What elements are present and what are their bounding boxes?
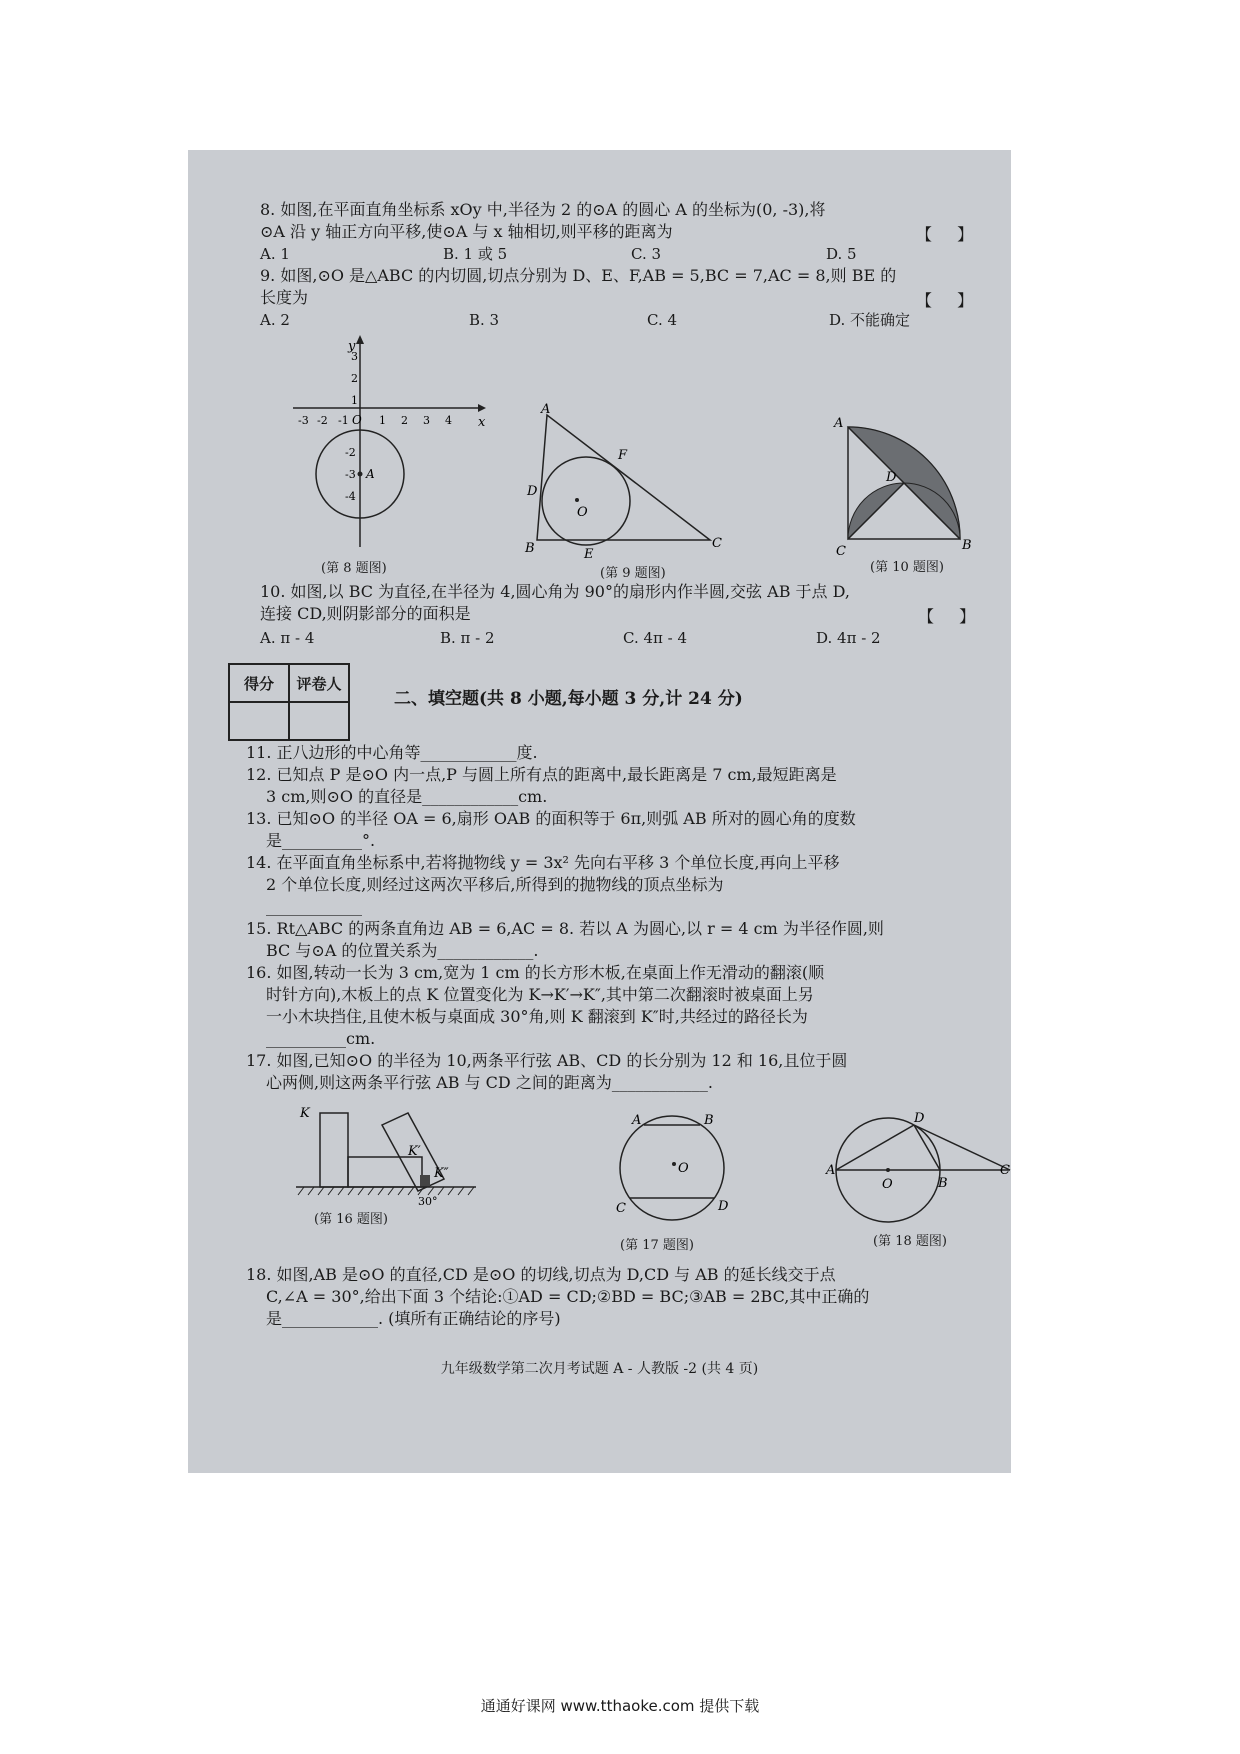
point-label: B [525, 541, 535, 556]
point-label: D [718, 1199, 729, 1214]
point-label: A [541, 402, 551, 417]
q10-option-c: C. 4π - 4 [623, 629, 688, 647]
figure-16-rolling-board [296, 1095, 486, 1208]
q8-option-b: B. 1 或 5 [443, 245, 508, 263]
incircle [542, 457, 630, 545]
segment-ad [836, 1125, 914, 1170]
q8-answer-bracket: 【 】 [916, 225, 984, 244]
y-axis-label: y [348, 339, 356, 354]
q16-line1: 16. 如图,转动一长为 3 cm,宽为 1 cm 的长方形木板,在桌面上作无滑动的翻滚(顺 [246, 963, 825, 982]
point-label: O [882, 1177, 893, 1192]
figure-18-caption: (第 18 题图) [873, 1234, 947, 1249]
figure-17-parallel-chords [608, 1112, 738, 1232]
figure-17-caption: (第 17 题图) [620, 1238, 694, 1253]
point-label: F [618, 448, 628, 463]
q13-line2: 是__________°. [266, 831, 376, 850]
circle-o [620, 1116, 724, 1220]
figure-8-coordinate-plane [288, 332, 488, 552]
page-footer: 九年级数学第二次月考试题 A - 人教版 -2 (共 4 页) [440, 1361, 759, 1377]
point-label: A [834, 416, 844, 431]
point-label: D [914, 1111, 925, 1126]
point-label: C [836, 544, 846, 559]
point-label: C [712, 536, 722, 551]
point-label: E [584, 547, 594, 562]
y-tick: 1 [351, 394, 358, 407]
x-tick: -3 [298, 414, 309, 427]
x-axis-label: x [478, 415, 486, 430]
score-header: 得分 [229, 664, 289, 702]
origin-label: O [352, 413, 362, 427]
q14-line3: ____________ [266, 897, 362, 916]
figure-16-caption: (第 16 题图) [314, 1212, 388, 1227]
angle-label: 30° [418, 1195, 438, 1208]
q9-option-c: C. 4 [647, 311, 678, 329]
point-label: K′ [408, 1144, 421, 1159]
center-label: A [366, 467, 375, 481]
x-tick: 1 [379, 414, 386, 427]
x-tick: 2 [401, 414, 408, 427]
figure-10-caption: (第 10 题图) [870, 560, 944, 575]
q11-line: 11. 正八边形的中心角等____________度. [246, 743, 538, 762]
q18-line1: 18. 如图,AB 是⊙O 的直径,CD 是⊙O 的切线,切点为 D,CD 与 AB 的延长线交于点 [246, 1265, 836, 1284]
y-axis-arrow [356, 335, 364, 344]
x-tick: 4 [445, 414, 452, 427]
point-label: O [678, 1161, 689, 1176]
q8-line1: 8. 如图,在平面直角坐标系 xOy 中,半径为 2 的⊙A 的圆心 A 的坐标为(0, -3),将 [260, 200, 826, 219]
score-table [228, 663, 350, 741]
figure-10-sector-semicircle [834, 415, 984, 559]
figure-9-caption: (第 9 题图) [600, 566, 666, 581]
q10-option-d: D. 4π - 2 [816, 629, 881, 647]
q10-answer-bracket: 【 】 [918, 607, 986, 626]
q8-option-d: D. 5 [826, 245, 857, 263]
q8-option-c: C. 3 [631, 245, 662, 263]
figure-8-caption: (第 8 题图) [321, 561, 387, 576]
q18-line3: 是____________. (填所有正确结论的序号) [266, 1309, 561, 1328]
board-start [320, 1113, 348, 1187]
q9-answer-bracket: 【 】 [916, 291, 984, 310]
hatching [298, 1187, 474, 1195]
q9-line2: 长度为 [260, 288, 309, 307]
center-point [358, 472, 363, 477]
point-label: D [886, 470, 897, 485]
grader-cell [289, 702, 349, 740]
small-block [420, 1175, 430, 1187]
x-tick: -1 [338, 414, 349, 427]
q9-option-a: A. 2 [260, 311, 290, 329]
q15-line2: BC 与⊙A 的位置关系为____________. [266, 941, 539, 960]
q14-line2: 2 个单位长度,则经过这两次平移后,所得到的抛物线的顶点坐标为 [266, 875, 724, 894]
incenter-point [575, 498, 579, 502]
q10-line1: 10. 如图,以 BC 为直径,在半径为 4,圆心角为 90°的扇形内作半圆,交弦 AB 于点 D, [260, 582, 850, 601]
q12-line2: 3 cm,则⊙O 的直径是____________cm. [266, 787, 548, 806]
q9-option-d: D. 不能确定 [829, 311, 911, 329]
q9-line1: 9. 如图,⊙O 是△ABC 的内切圆,切点分别为 D、E、F,AB = 5,BC = 7,AC = 8,则 BE 的 [260, 266, 897, 285]
y-tick: 2 [351, 372, 358, 385]
board-flat [348, 1157, 422, 1187]
point-label: B [962, 538, 972, 553]
q10-option-b: B. π - 2 [440, 629, 495, 647]
q15-line1: 15. Rt△ABC 的两条直角边 AB = 6,AC = 8. 若以 A 为圆心,以 r = 4 cm 为半径作圆,则 [246, 919, 884, 938]
y-tick: -2 [345, 446, 356, 459]
x-tick: -2 [317, 414, 328, 427]
point-label: B [704, 1113, 714, 1128]
point-label: B [938, 1176, 948, 1191]
point-label: D [527, 484, 538, 499]
tangent-cd [914, 1125, 1010, 1170]
x-axis-arrow [478, 404, 486, 412]
q17-line1: 17. 如图,已知⊙O 的半径为 10,两条平行弦 AB、CD 的长分别为 12 和 16,且位于圆 [246, 1051, 848, 1070]
q18-line2: C,∠A = 30°,给出下面 3 个结论:①AD = CD;②BD = BC;③AB = 2BC,其中正确的 [266, 1287, 870, 1306]
q12-line1: 12. 已知点 P 是⊙O 内一点,P 与圆上所有点的距离中,最长距离是 7 cm,最短距离是 [246, 765, 837, 784]
y-tick: -3 [345, 468, 356, 481]
point-label: K″ [434, 1166, 449, 1181]
q13-line1: 13. 已知⊙O 的半径 OA = 6,扇形 OAB 的面积等于 6π,则弧 AB 所对的圆心角的度数 [246, 809, 856, 828]
q16-line4: __________cm. [266, 1029, 376, 1048]
q16-line2: 时针方向),木板上的点 K 位置变化为 K→K′→K″,其中第二次翻滚时被桌面上另 [266, 985, 814, 1004]
point-label: O [577, 505, 588, 520]
grader-header: 评卷人 [289, 664, 349, 702]
exam-page-photo [188, 150, 1011, 1473]
y-tick: 3 [351, 350, 358, 363]
q17-line2: 心两侧,则这两条平行弦 AB 与 CD 之间的距离为____________. [266, 1073, 713, 1092]
center-point [886, 1168, 890, 1172]
center-point [672, 1162, 676, 1166]
section-2-heading: 二、填空题(共 8 小题,每小题 3 分,计 24 分) [394, 689, 743, 709]
point-label: C [616, 1201, 626, 1216]
q9-option-b: B. 3 [469, 311, 500, 329]
point-label: A [826, 1163, 836, 1178]
figure-9-triangle-incircle [525, 402, 725, 565]
figure-18-tangent-circle [828, 1110, 1011, 1230]
q16-line3: 一小木块挡住,且使木板与桌面成 30°角,则 K 翻滚到 K″时,共经过的路径长为 [266, 1007, 808, 1026]
point-label: C [1000, 1163, 1010, 1178]
q8-line2: ⊙A 沿 y 轴正方向平移,使⊙A 与 x 轴相切,则平移的距离为 [260, 222, 673, 241]
point-label: K [300, 1106, 310, 1121]
q10-line2: 连接 CD,则阴影部分的面积是 [260, 604, 471, 623]
score-cell [229, 702, 289, 740]
site-credit: 通通好课网 www.tthaoke.com 提供下载 [480, 1697, 760, 1715]
q10-option-a: A. π - 4 [260, 629, 315, 647]
q8-option-a: A. 1 [260, 245, 290, 263]
q14-line1: 14. 在平面直角坐标系中,若将抛物线 y = 3x² 先向右平移 3 个单位长度,再向上平移 [246, 853, 840, 872]
x-tick: 3 [423, 414, 430, 427]
y-tick: -4 [345, 490, 356, 503]
point-label: A [632, 1113, 642, 1128]
